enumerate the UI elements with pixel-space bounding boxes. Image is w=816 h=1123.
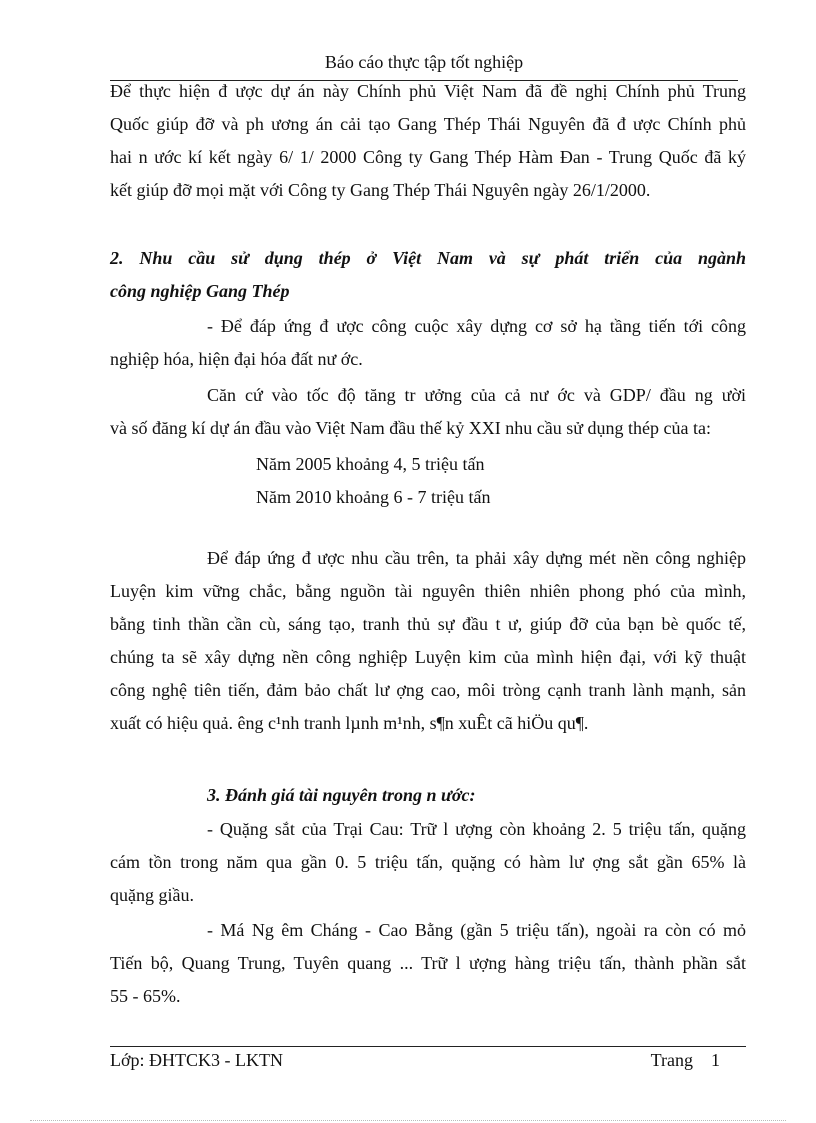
text-line: - Quặng sắt của Trại Cau: Trữ l ượng còn khoảng 2. 5 triệu tấn, quặng [207, 819, 746, 839]
text-line: quặng giầu. [110, 885, 194, 905]
section-2-paragraph-1 [110, 310, 746, 376]
text-line: chúng ta sẽ xây dựng nền công nghiệp Luyện kim của mình hiện đại, với kỹ thuật [110, 647, 746, 667]
text-line: - Để đáp ứng đ ược công cuộc xây dựng cơ sở hạ tầng tiến tới công [207, 316, 746, 336]
text-line: - Má Ng êm Cháng - Cao Bằng (gần 5 triệu tấn), ngoài ra còn có mỏ [207, 920, 746, 940]
forecast-2005: Năm 2005 khoảng 4, 5 triệu tấn [256, 454, 485, 474]
footer-divider [110, 1046, 746, 1047]
text-line: và số đăng kí dự án đầu vào Việt Nam đầu thế kỷ XXI nhu cầu sử dụng thép của ta: [110, 418, 711, 438]
section-3-heading [207, 779, 707, 812]
text-line: Để thực hiện đ ược dự án này Chính phủ Việt Nam đã đề nghị Chính phủ Trung [110, 81, 746, 101]
text-line: xuất có hiệu quả. êng c¹nh tranh lµnh m¹nh, s¶n xuÊt cã hiÖu qu¶. [110, 713, 589, 733]
footer-page-number: Trang 1 [650, 1050, 720, 1070]
text-line: hai n ước kí kết ngày 6/ 1/ 2000 Công ty Gang Thép Hàm Đan - Trung Quốc đã ký [110, 147, 746, 167]
heading-line: 2. Nhu cầu sử dụng thép ở Việt Nam và sự phát triển của ngành [110, 248, 746, 268]
page-bottom-border [30, 1120, 786, 1121]
steel-demand-forecast [256, 448, 656, 514]
intro-paragraph [110, 75, 746, 207]
text-line: công nghệ tiên tiến, đảm bảo chất lư ợng cao, môi tròng cạnh tranh lành mạnh, sản [110, 680, 746, 700]
page-header-title: Báo cáo thực tập tốt nghiệp [324, 52, 524, 72]
section-2-heading [110, 242, 746, 308]
text-line: nghiệp hóa, hiện đại hóa đất nư ớc. [110, 349, 363, 369]
text-line: bằng tinh thần cần cù, sáng tạo, tranh thủ sự đầu t ư, giúp đỡ của bạn bè quốc tế, [110, 614, 746, 634]
heading-line: 3. Đánh giá tài nguyên trong n ước: [207, 785, 476, 805]
text-line: Tiến bộ, Quang Trung, Tuyên quang ... Trữ l ượng hàng triệu tấn, thành phần sắt [110, 953, 746, 973]
footer-class-label: Lớp: ĐHTCK3 - LKTN [110, 1050, 283, 1070]
text-line: Luyện kim vững chắc, bằng nguồn tài nguyên thiên nhiên phong phó của mình, [110, 581, 746, 601]
text-line: Quốc giúp đỡ và ph ương án cải tạo Gang Thép Thái Nguyên đã đ ược Chính phủ [110, 114, 746, 134]
text-line: kết giúp đỡ mọi mặt với Công ty Gang Thép Thái Nguyên ngày 26/1/2000. [110, 180, 651, 200]
heading-line: công nghiệp Gang Thép [110, 281, 290, 301]
section-3-paragraph-2 [110, 914, 746, 1013]
text-line: 55 - 65%. [110, 986, 181, 1006]
text-line: cám tồn trong năm qua gần 0. 5 triệu tấn, quặng có hàm lư ợng sắt gần 65% là [110, 852, 746, 872]
section-2-paragraph-2 [110, 379, 746, 445]
text-line: Để đáp ứng đ ược nhu cầu trên, ta phải xây dựng mét nền công nghiệp [207, 548, 746, 568]
forecast-2010: Năm 2010 khoảng 6 - 7 triệu tấn [256, 487, 491, 507]
page-footer [110, 1050, 720, 1071]
text-line: Căn cứ vào tốc độ tăng tr ưởng của cả nư ớc và GDP/ đầu ng ười [207, 385, 746, 405]
section-3-paragraph-1 [110, 813, 746, 912]
section-2-paragraph-3 [110, 542, 746, 740]
